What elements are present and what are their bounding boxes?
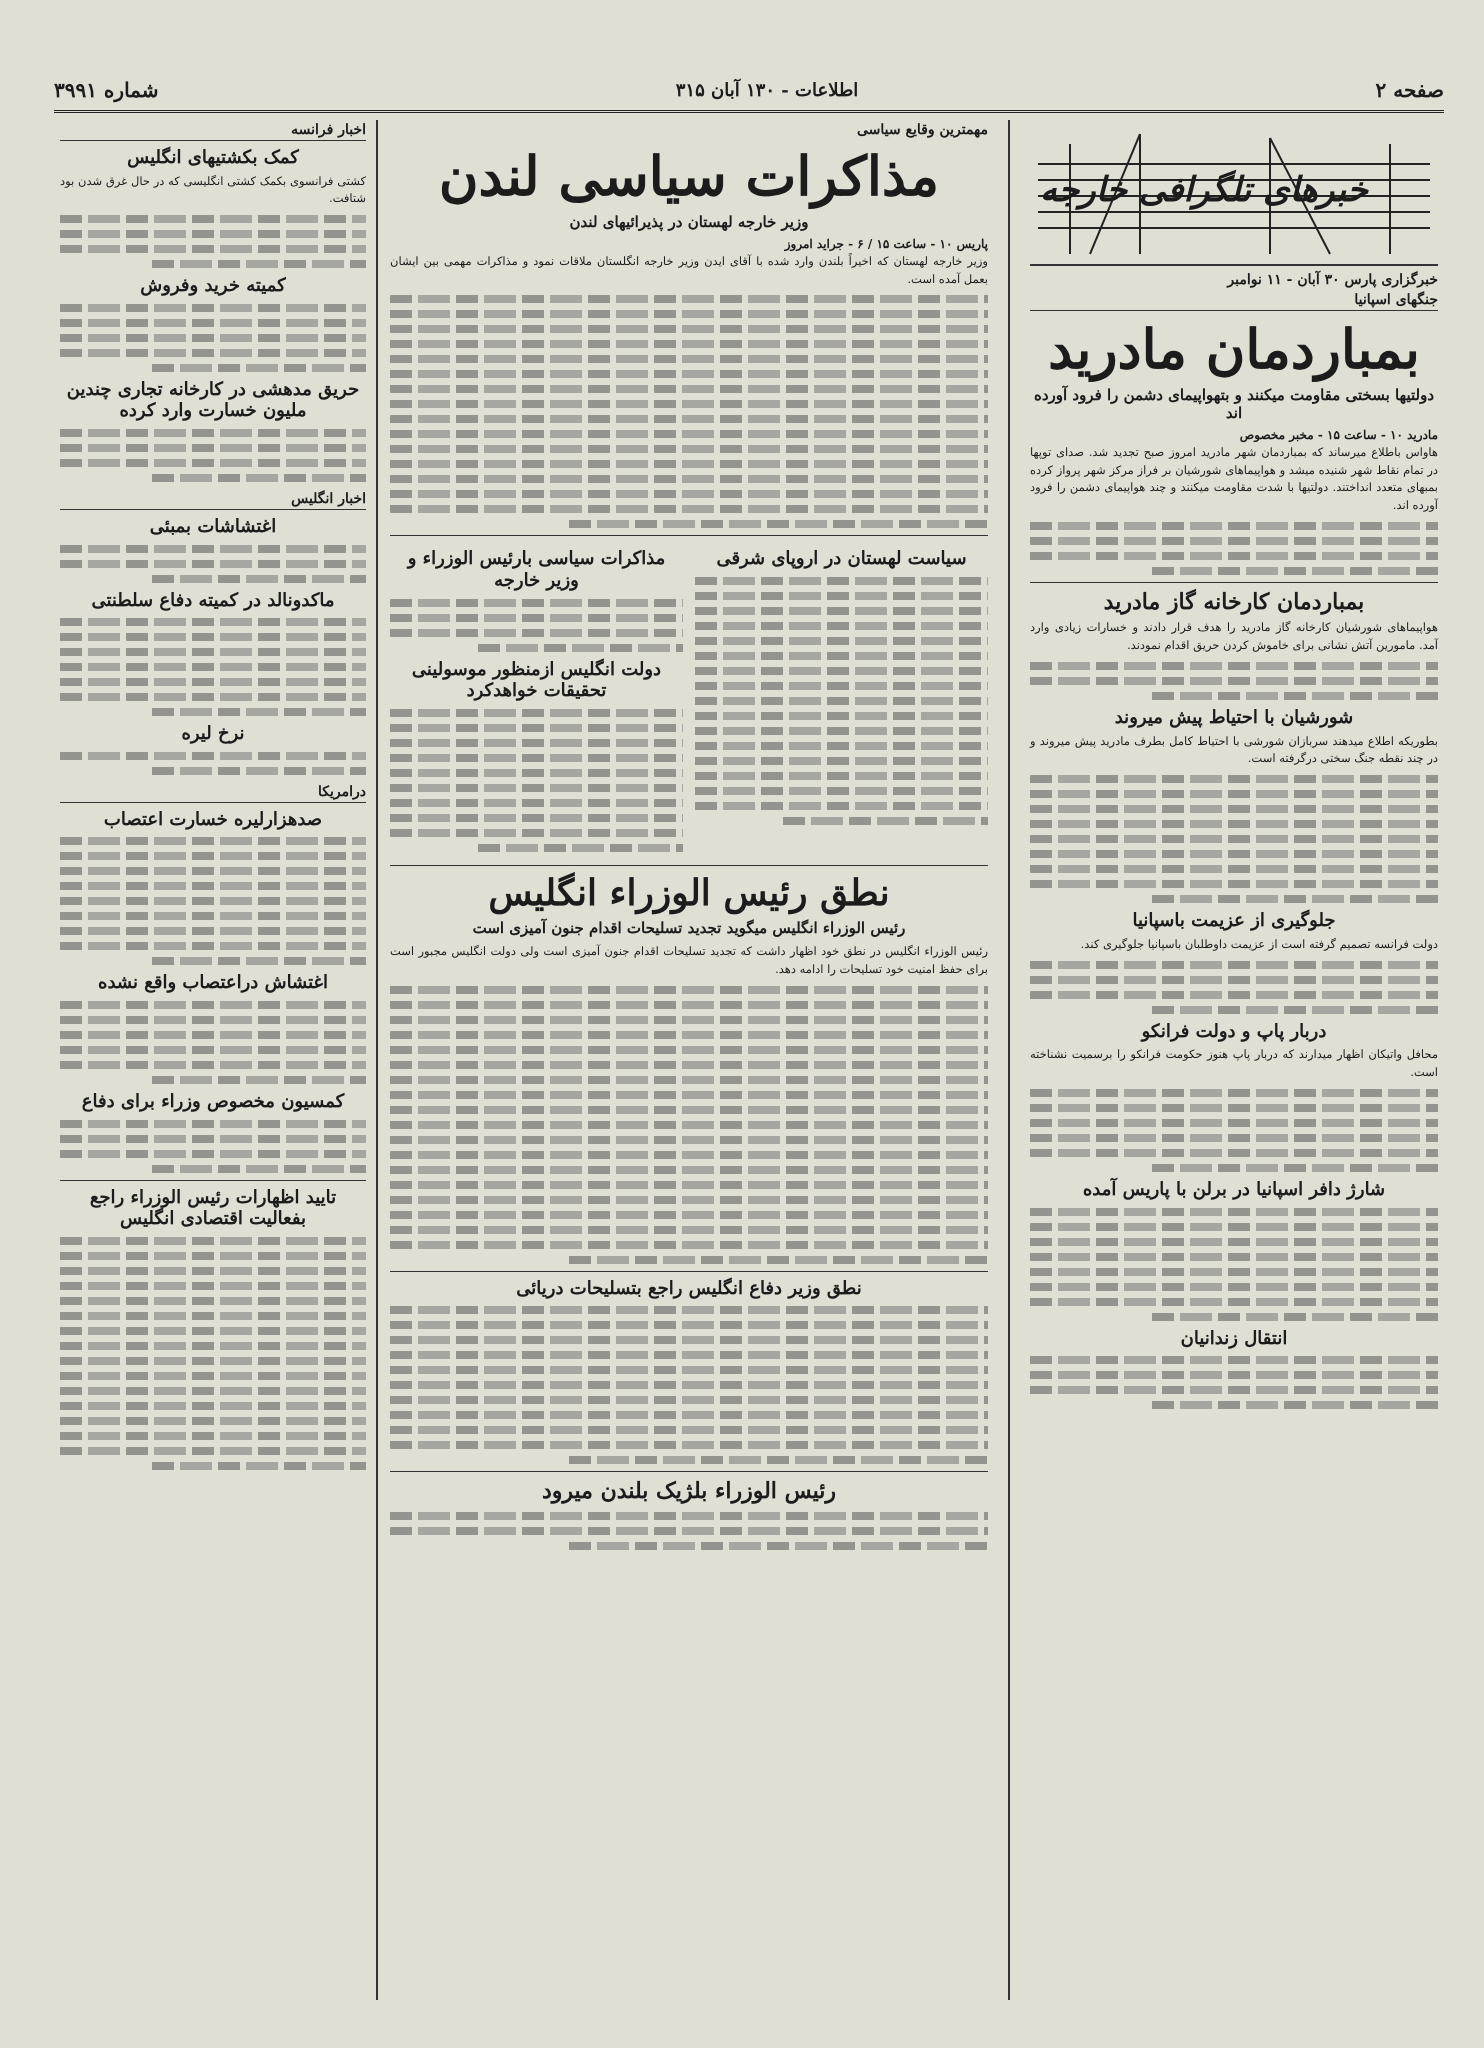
headline-defense-commission: کمسیون مخصوص وزراء برای دفاع bbox=[81, 1090, 345, 1112]
article-body: دولت فرانسه تصمیم گرفته است از عزیمت داوطلبان باسپانیا جلوگیری کند. bbox=[1080, 936, 1438, 951]
section-spain: جنگهای اسپانیا bbox=[1030, 290, 1438, 311]
section-england: اخبار انگلیس bbox=[60, 489, 366, 510]
headline-fire: حریق مدهشی در کارخانه تجاری چندین ملیون خسارت وارد کرده bbox=[66, 378, 360, 422]
headline-pm-speech: نطق رئیس الوزراء انگلیس bbox=[488, 871, 890, 914]
kicker: مهمترین وقایع سیاسی bbox=[857, 122, 988, 138]
subhead-poland: وزیر خارجه لهستان در پذیرائیهای لندن bbox=[569, 212, 809, 231]
article-body: هواپیماهای شورشیان کارخانه گاز مادرید را هدف قرار دادند و خسارات زیادی وارد آمد. مامورین آتش نشانی برای خاموش کردن حریق اقدام نمودند. bbox=[1030, 620, 1438, 653]
page-label: صفحه ۲ bbox=[1375, 78, 1444, 102]
dateline: مادرید ۱۰ - ساعت ۱۵ - مخبر مخصوص bbox=[1239, 427, 1438, 442]
article-body: محافل واتیکان اظهار میدارند که دربار پاپ هنوز حکومت فرانکو را برسمیت نشناخته است. bbox=[1030, 1047, 1438, 1080]
headline-pound-rate: نرخ لیره bbox=[181, 723, 245, 745]
headline-gas-factory: بمباردمان کارخانه گاز مادرید bbox=[1103, 589, 1365, 616]
headline-bombay: اغتشاشات بمبئی bbox=[149, 516, 277, 537]
article-body: کشتی فرانسوی بکمک کشتی انگلیسی که در حال غرق شدن بود شتافت. bbox=[60, 173, 366, 206]
section-america: درامریکا bbox=[60, 782, 366, 803]
dateline: پاریس ۱۰ - ساعت ۱۵ / ۶ - جراید امروز bbox=[784, 236, 988, 251]
headline-macdonald: ماکدونالد در کمیته دفاع سلطنتی bbox=[91, 589, 335, 611]
headline-strike-loss: صدهزارلیره خسارت اعتصاب bbox=[103, 808, 323, 830]
logo-text: خبرهای تلگرافی خارجه bbox=[1040, 170, 1368, 210]
headline-departure: جلوگیری از عزیمت باسپانیا bbox=[1132, 910, 1336, 932]
article-body: هاواس باطلاع میرساند که بمباردمان شهر مادرید امروز صبح تجدید شد. صدای توپها در تمام نقاط شهر شنیده میشد و هواپیماهای شورشیان بر فراز مرکز شهر پرواز کرده بمبهای متعدد انداختند. دولتیها با شدت مقاومت میکنند و چند هواپیمای دشمن را فرود آورده اند. bbox=[1030, 444, 1438, 513]
headline-rebels-advance: شورشیان با احتیاط پیش میروند bbox=[1114, 707, 1354, 729]
headline-madrid: بمباردمان مادرید bbox=[1048, 317, 1420, 381]
headline-trade-committee: کمیته خرید وفروش bbox=[140, 275, 286, 297]
headline-london-talks: مذاکرات سیاسی لندن bbox=[438, 144, 940, 208]
headline-belgium-pm: رئیس الوزراء بلژیک بلندن میرود bbox=[541, 1478, 837, 1505]
headline-ship-help: کمک بکشتیهای انگلیس bbox=[127, 147, 299, 168]
telegraph-logo bbox=[1030, 124, 1438, 266]
section-france: اخبار فرانسه bbox=[60, 120, 366, 141]
article-body: بطوریکه اطلاع میدهند سربازان شورشی با احتیاط کامل بطرف مادرید پیش میروند و در چند نقطه جنگ سختی درگرفته است. bbox=[1030, 733, 1438, 766]
headline-charge-affaires: شارژ دافر اسپانیا در برلن با پاریس آمده bbox=[1082, 1178, 1386, 1200]
column-center bbox=[384, 120, 994, 2000]
masthead bbox=[54, 70, 1444, 113]
column-right bbox=[1024, 120, 1444, 2000]
news-source: خبرگزاری پارس ۳۰ آبان - ۱۱ نوامبر bbox=[1227, 272, 1438, 288]
headline-poland-policy: سیاست لهستان در اروپای شرقی bbox=[716, 548, 967, 570]
headline-economic: تایید اظهارات رئیس الوزراء راجع بفعالیت اقتصادی انگلیس bbox=[89, 1186, 337, 1230]
masthead-date: اطلاعات - ۱۳۰ آبان ۳۱۵ bbox=[675, 79, 859, 101]
column-left bbox=[54, 120, 372, 2000]
headline-vatican: دربار پاپ و دولت فرانکو bbox=[1141, 1020, 1327, 1042]
headline-prisoners: انتقال زندانیان bbox=[1180, 1327, 1288, 1349]
article-body: وزیر خارجه لهستان که اخیراً بلندن وارد شده با آقای ایدن وزیر خارجه انگلستان ملاقات نمود و مذاکرات مهمی بین ایشان بعمل آمده است. bbox=[390, 253, 988, 286]
headline-pm-talks: مذاکرات سیاسی بارئیس الوزراء و وزیر خارجه bbox=[407, 548, 666, 592]
headline-mussolini: دولت انگلیس ازمنظور موسولینی تحقیقات خواهدکرد bbox=[411, 658, 662, 702]
article-body: رئیس الوزراء انگلیس در نطق خود اظهار داشت که تجدید تسلیحات اقدام جنون آمیزی است ولی دولت انگلیس مجبور است برای حفظ امنیت خود تسلیحات را ادامه دهد. bbox=[390, 943, 988, 976]
newspaper-page bbox=[54, 58, 1444, 2020]
headline-naval: نطق وزیر دفاع انگلیس راجع بتسلیحات دریائی bbox=[516, 1277, 862, 1299]
subhead-madrid: دولتیها بسختی مقاومت میکنند و بتهواپیمای دشمن را فرود آورده اند bbox=[1033, 385, 1435, 422]
headline-no-riot: اغتشاش دراعتصاب واقع نشده bbox=[98, 972, 328, 994]
subhead-pm-speech: رئیس الوزراء انگلیس میگوید تجدید تسلیحات اقدام جنون آمیزی است bbox=[472, 918, 906, 937]
issue-number: شماره ۳۹۹۱ bbox=[54, 78, 159, 102]
